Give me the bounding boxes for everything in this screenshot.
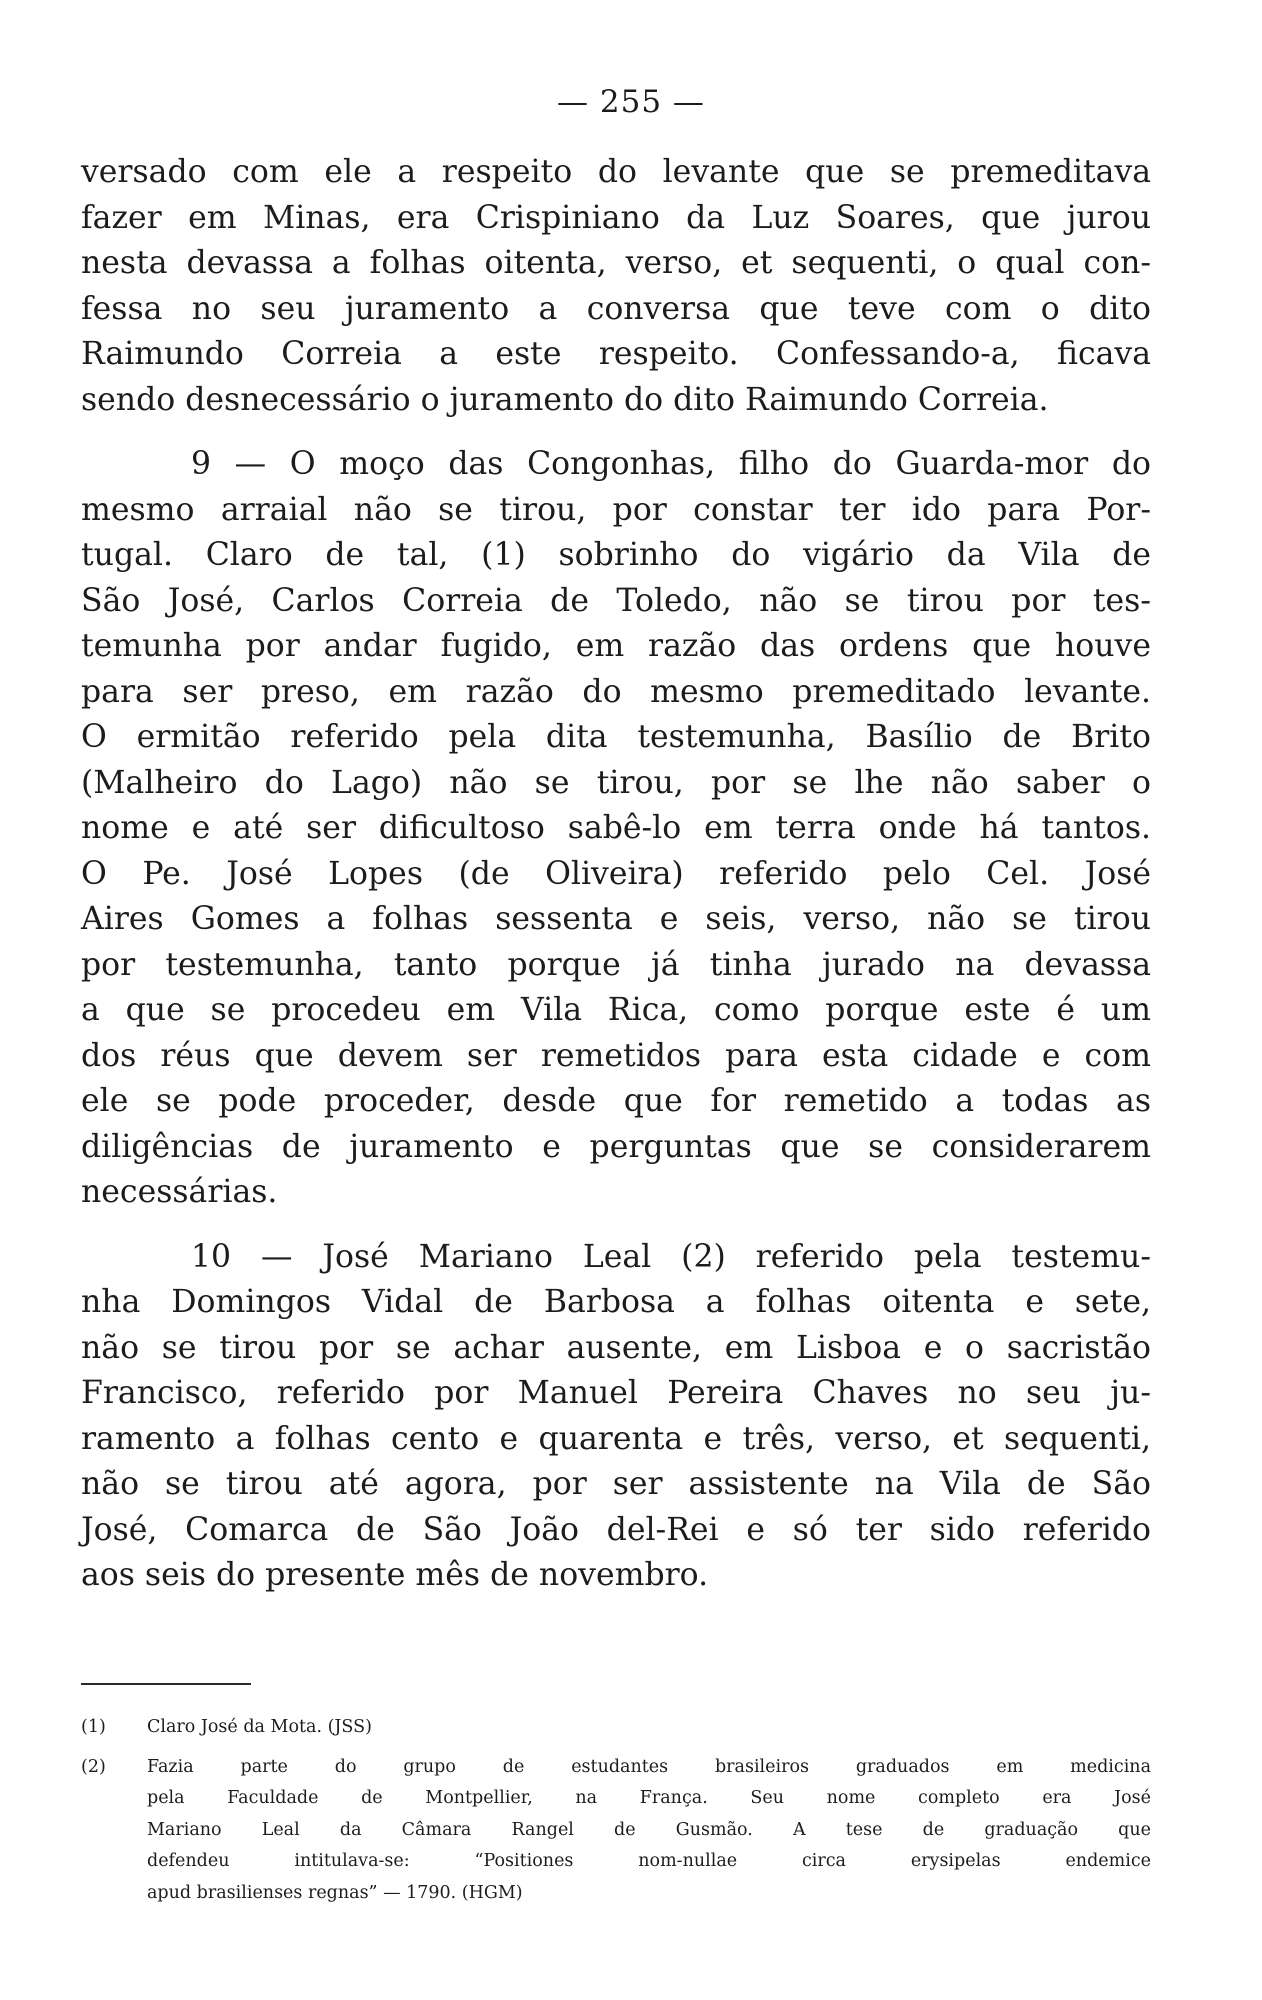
footnote-marker: (2)	[81, 1756, 106, 1777]
text-line: tugal. Claro de tal, (1) sobrinho do vigário da Vila de	[81, 537, 1151, 573]
page-number: — 255 —	[557, 84, 705, 120]
text-line: ele se pode proceder, desde que for remetido a todas as	[81, 1083, 1151, 1119]
text-line: para ser preso, em razão do mesmo premeditado levante.	[81, 673, 1151, 710]
text-line: São José, Carlos Correia de Toledo, não se tirou por tes-	[81, 582, 1151, 619]
footnote-line: Mariano Leal da Câmara Rangel de Gusmão. A tese de graduação que	[147, 1819, 1151, 1840]
paragraph	[81, 1235, 1151, 1599]
text-line: fessa no seu juramento a conversa que teve com o dito	[81, 290, 1151, 327]
text-line: Francisco, referido por Manuel Pereira Chaves no seu ju-	[81, 1375, 1151, 1411]
text-line: temunha por andar fugido, em razão das ordens que houve	[81, 628, 1151, 664]
footnote-line: defendeu intitulava-se: “Positiones nom-nullae circa erysipelas endemice	[147, 1851, 1151, 1871]
paragraph	[81, 150, 1151, 423]
text-line: diligências de juramento e perguntas que se considerarem	[81, 1128, 1151, 1165]
text-line: 10 — José Mariano Leal (2) referido pela testemu-	[191, 1238, 1151, 1275]
footnote-line: Claro José da Mota. (JSS)	[147, 1717, 372, 1737]
text-line: nome e até ser dificultoso sabê-lo em terra onde há tantos.	[81, 810, 1151, 846]
text-line: ramento a folhas cento e quarenta e três, verso, et sequenti,	[81, 1420, 1151, 1457]
text-line: O ermitão referido pela dita testemunha, Basílio de Brito	[81, 719, 1151, 755]
text-line: dos réus que devem ser remetidos para esta cidade e com	[81, 1037, 1151, 1074]
text-line: mesmo arraial não se tirou, por constar ter ido para Por-	[81, 491, 1151, 528]
footnote-line: pela Faculdade de Montpellier, na França. Seu nome completo era José	[147, 1788, 1151, 1808]
footnote-line: Fazia parte do grupo de estudantes brasileiros graduados em medicina	[147, 1756, 1151, 1777]
paragraph	[81, 442, 1151, 1216]
footnote-marker: (1)	[81, 1717, 106, 1737]
body-text	[81, 150, 1151, 1599]
footnote-line: apud brasilienses regnas” — 1790. (HGM)	[147, 1882, 523, 1903]
text-line: versado com ele a respeito do levante que se premeditava	[81, 154, 1151, 190]
text-line: fazer em Minas, era Crispiniano da Luz Soares, que jurou	[81, 199, 1151, 236]
text-line: aos seis do presente mês de novembro.	[81, 1557, 709, 1593]
footnote	[81, 1712, 1151, 1744]
text-line: não se tirou por se achar ausente, em Lisboa e o sacristão	[81, 1329, 1151, 1366]
text-line: a que se procedeu em Vila Rica, como porque este é um	[81, 992, 1151, 1028]
text-line: Raimundo Correia a este respeito. Confessando-a, ficava	[81, 336, 1151, 372]
footnote-divider	[81, 1683, 251, 1685]
text-line: O Pe. José Lopes (de Oliveira) referido pelo Cel. José	[81, 855, 1151, 892]
text-line: necessárias.	[81, 1174, 278, 1210]
text-line: por testemunha, tanto porque já tinha jurado na devassa	[81, 946, 1151, 983]
text-line: 9 — O moço das Congonhas, filho do Guarda-mor do	[191, 446, 1151, 482]
text-line: nha Domingos Vidal de Barbosa a folhas oitenta e sete,	[81, 1284, 1151, 1320]
text-line: não se tirou até agora, por ser assistente na Vila de São	[81, 1466, 1151, 1502]
footnotes	[81, 1712, 1151, 1909]
footnote	[81, 1752, 1151, 1910]
text-line: (Malheiro do Lago) não se tirou, por se lhe não saber o	[81, 764, 1151, 801]
text-line: Aires Gomes a folhas sessenta e seis, verso, não se tirou	[81, 901, 1151, 937]
text-line: sendo desnecessário o juramento do dito Raimundo Correia.	[81, 381, 1049, 418]
text-line: nesta devassa a folhas oitenta, verso, et sequenti, o qual con-	[81, 245, 1151, 281]
text-line: José, Comarca de São João del-Rei e só ter sido referido	[81, 1511, 1151, 1548]
